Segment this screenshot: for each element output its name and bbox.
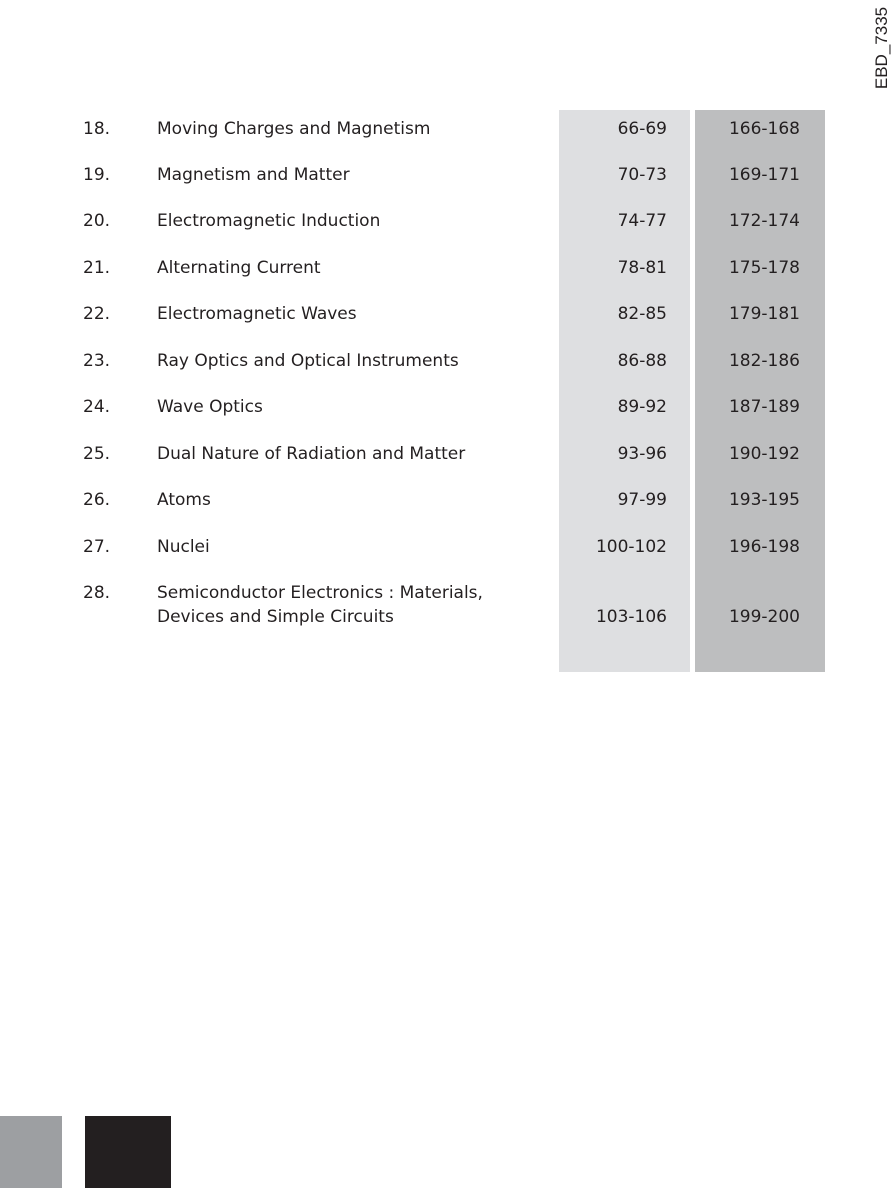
page-range-b: 179-181 <box>728 304 800 324</box>
chapter-number: 23. <box>83 351 111 371</box>
chapter-title: Nuclei <box>157 537 210 557</box>
chapter-number: 22. <box>83 304 111 324</box>
chapter-number: 25. <box>83 444 111 464</box>
chapter-number: 21. <box>83 258 111 278</box>
chapter-title: Alternating Current <box>157 258 321 278</box>
chapter-title: Electromagnetic Induction <box>157 211 381 231</box>
page-range-a: 93-96 <box>617 444 667 464</box>
chapter-number: 18. <box>83 119 111 139</box>
chapter-title: Atoms <box>157 490 211 510</box>
page-range-b: 182-186 <box>728 351 800 371</box>
page-range-b: 172-174 <box>728 211 800 231</box>
page-range-a: 100-102 <box>595 537 667 557</box>
chapter-title-line-1: Semiconductor Electronics : Materials, <box>157 583 483 603</box>
chapter-number: 20. <box>83 211 111 231</box>
page-range-a: 74-77 <box>617 211 667 231</box>
page-range-a: 78-81 <box>617 258 667 278</box>
page-range-a: 89-92 <box>617 397 667 417</box>
chapter-number: 24. <box>83 397 111 417</box>
chapter-title <box>157 581 537 629</box>
chapter-number: 28. <box>83 583 111 603</box>
page-range-a: 103-106 <box>595 607 667 627</box>
page-range-b: 196-198 <box>728 537 800 557</box>
chapter-title: Moving Charges and Magnetism <box>157 119 431 139</box>
page-range-b: 166-168 <box>728 119 800 139</box>
page-range-column-b-background <box>695 110 825 672</box>
chapter-number: 26. <box>83 490 111 510</box>
page-range-a: 86-88 <box>617 351 667 371</box>
chapter-title: Magnetism and Matter <box>157 165 350 185</box>
chapter-number: 27. <box>83 537 111 557</box>
page-range-b: 190-192 <box>728 444 800 464</box>
chapter-title-line-2: Devices and Simple Circuits <box>157 607 394 627</box>
page-range-column-a-background <box>559 110 690 672</box>
page-range-b: 187-189 <box>728 397 800 417</box>
page-range-a: 66-69 <box>617 119 667 139</box>
page-range-a: 82-85 <box>617 304 667 324</box>
page-range-a: 70-73 <box>617 165 667 185</box>
side-code-text: EBD_7335 <box>872 6 891 89</box>
chapter-number: 19. <box>83 165 111 185</box>
footer-dark-block <box>85 1116 171 1188</box>
side-code <box>870 0 894 95</box>
chapter-title: Wave Optics <box>157 397 263 417</box>
page-range-b: 175-178 <box>728 258 800 278</box>
chapter-title: Dual Nature of Radiation and Matter <box>157 444 466 464</box>
chapter-title: Ray Optics and Optical Instruments <box>157 351 459 371</box>
chapter-title: Electromagnetic Waves <box>157 304 357 324</box>
page-range-a: 97-99 <box>617 490 667 510</box>
page-range-b: 199-200 <box>728 607 800 627</box>
page-range-b: 193-195 <box>728 490 800 510</box>
footer-grey-block <box>0 1116 62 1188</box>
page-range-b: 169-171 <box>728 165 800 185</box>
